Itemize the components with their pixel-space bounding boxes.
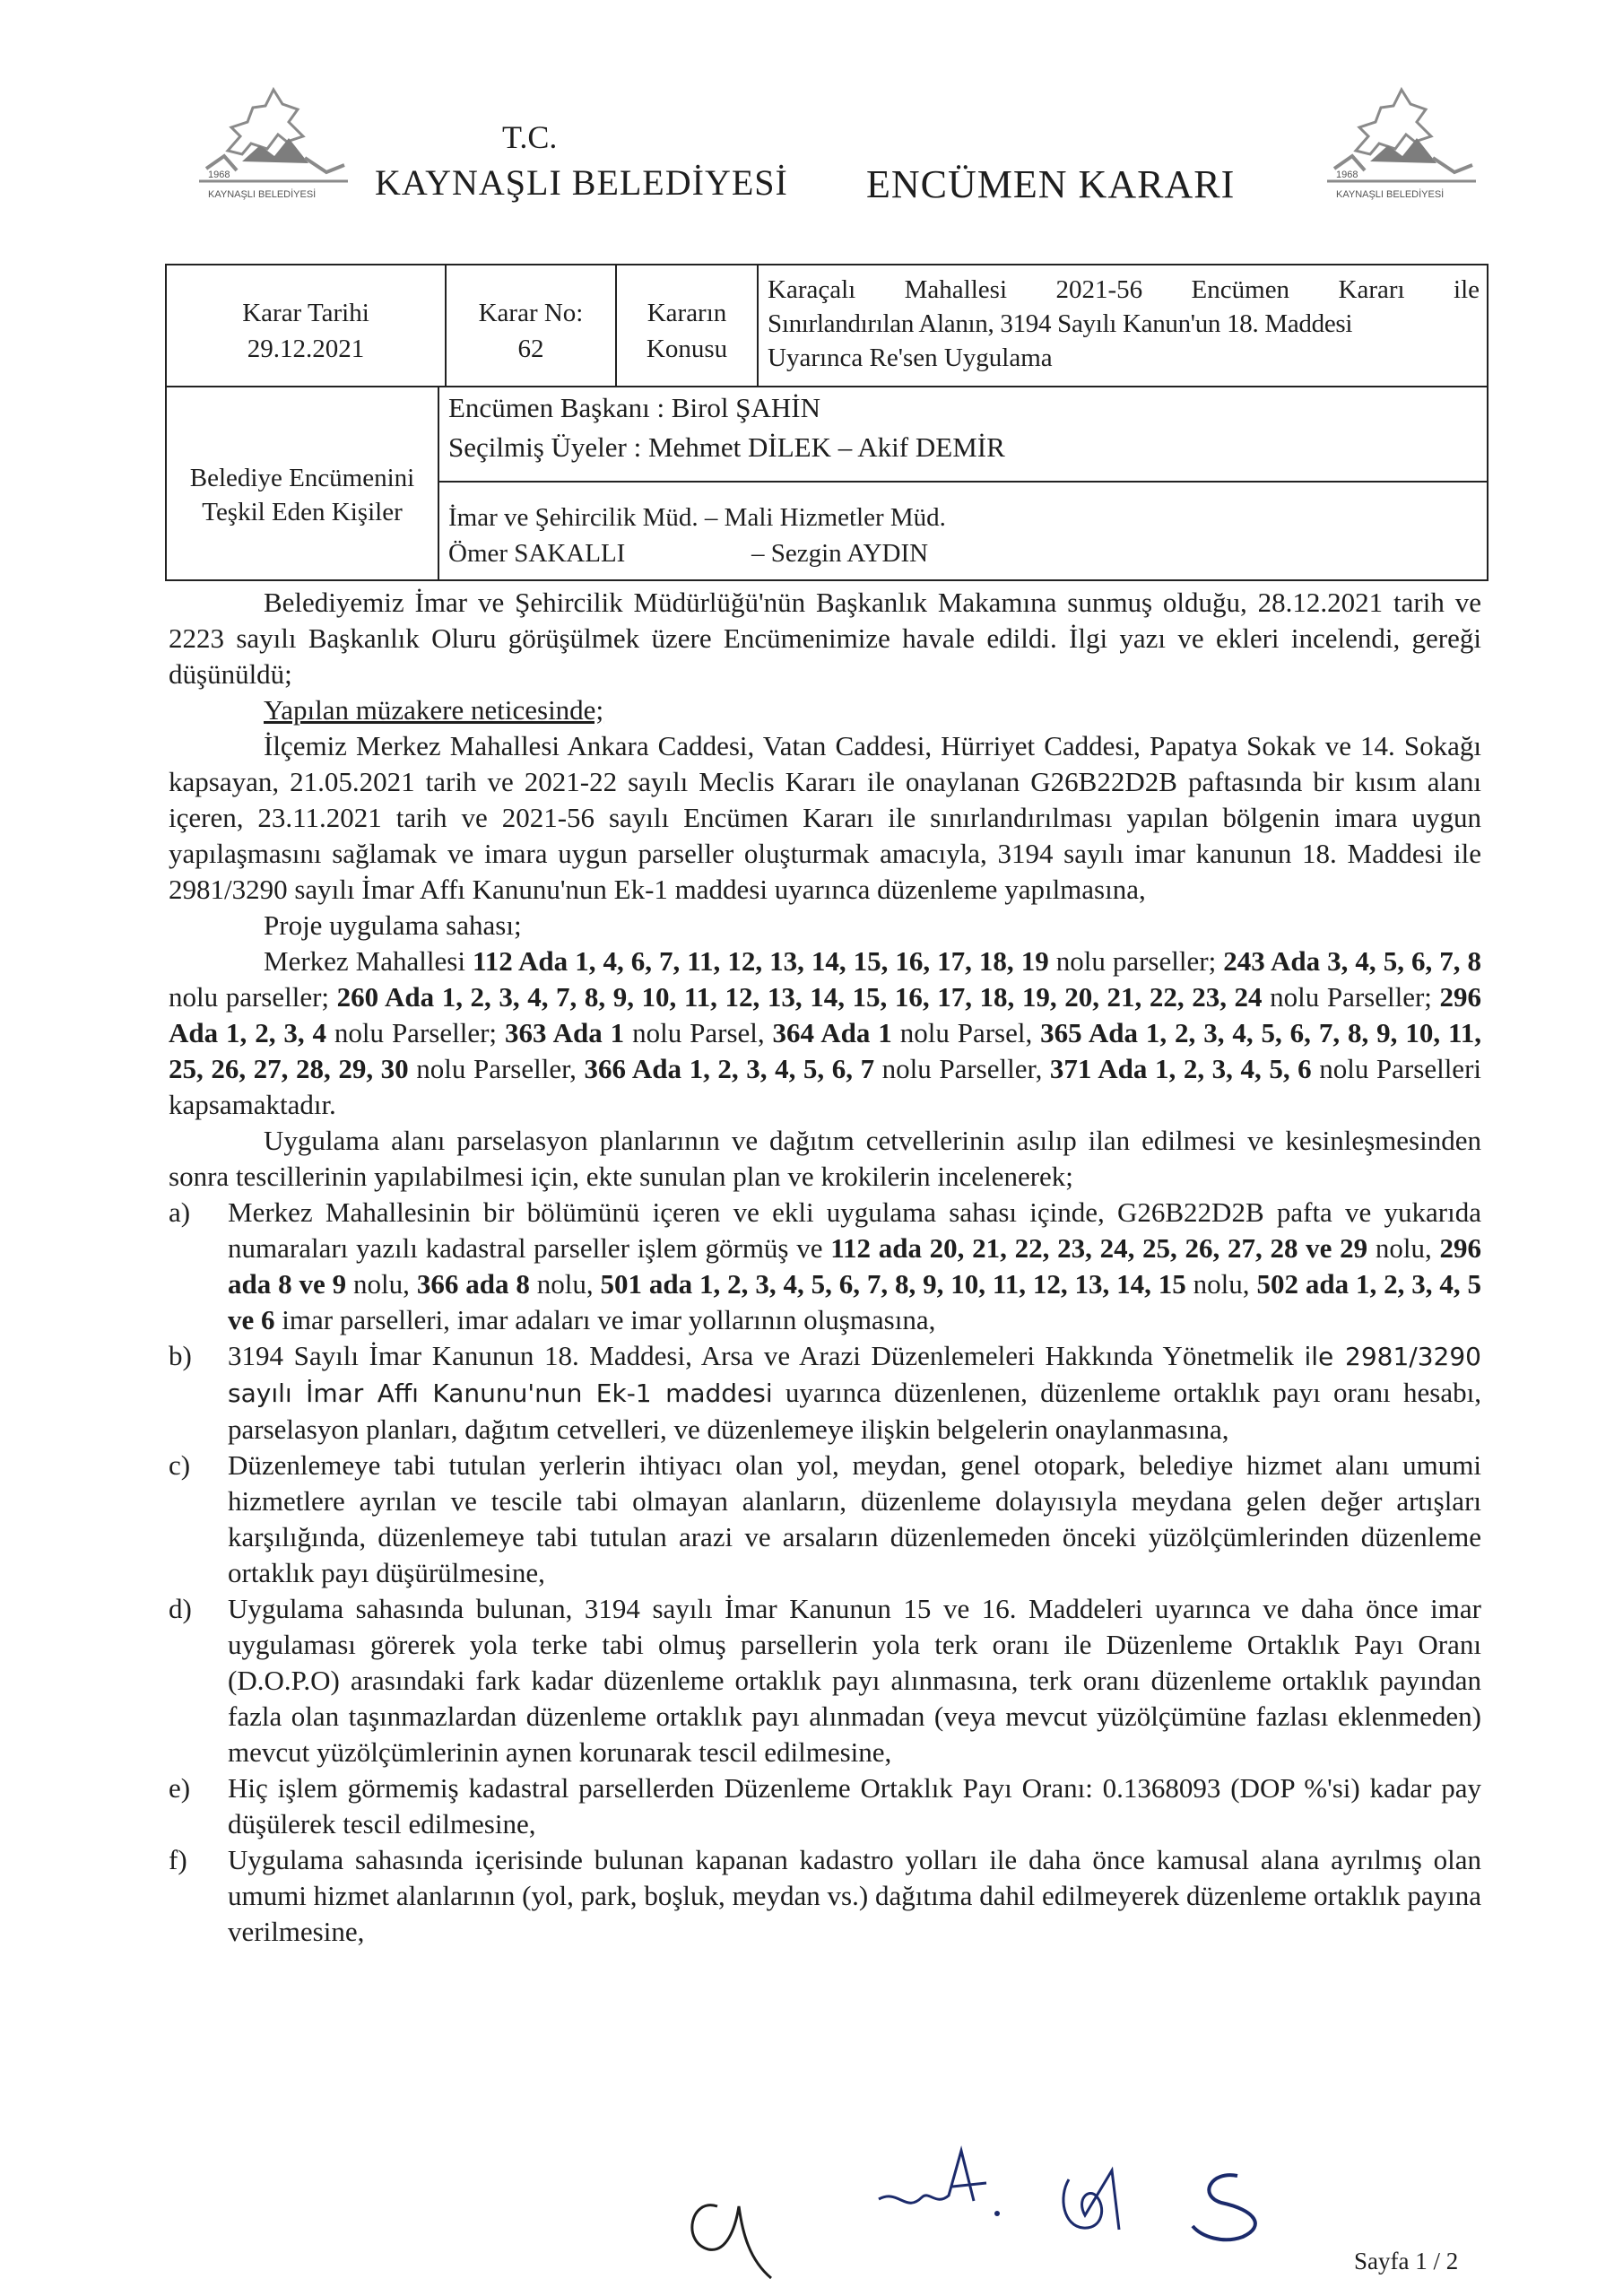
directors-line-1: İmar ve Şehircilik Müd. – Mali Hizmetler Müd. <box>448 503 946 532</box>
decision-date-value: 29.12.2021 <box>247 335 365 363</box>
scope-paragraph: İlçemiz Merkez Mahallesi Ankara Caddesi, Vatan Caddesi, Hürriyet Caddesi, Papatya Sokak ve 14. Sokağı kapsayan, 21.05.2021 tarih ve 2021-22 sayılı Meclis Kararı ile onaylanan G26B22D2B paftasında bir kısım alanı içeren, 23.11.2021 tarih ve 2021-56 sayılı Encümen Kararı ile sınırlandırılması yapılan bölgenin imara uygun yapılaşmasını sağlamak ve imara uygun parseller oluşturmak amacıyla, 3194 sayılı imar kanunun 18. Maddesi ile 2981/3290 sayılı İmar Affı Kanunu'nun Ek-1 maddesi uyarınca düzenleme yapılmasına, <box>169 730 1481 905</box>
chair-line: Encümen Başkanı : Birol ŞAHİN <box>448 392 821 423</box>
deliberation-heading: Yapılan müzakere neticesinde; <box>264 694 604 726</box>
header-tc: T.C. <box>502 119 558 155</box>
directors-line-2a: Ömer SAKALLI <box>448 539 626 568</box>
signature-1 <box>692 2205 771 2278</box>
logo-year: 1968 <box>208 170 230 180</box>
list-item-a: a) Merkez Mahallesinin bir bölümünü içeren ve ekli uygulama sahası içinde, G26B22D2B pafta ve yukarıda numaraları yazılı kadastral parseller işlem görmüş ve 112 ada 20, 21, 22, 23, 24, 25, 26, 27, 28 ve 29 nolu, 296 ada 8 ve 9 nolu, 366 ada 8 nolu, 501 ada 1, 2, 3, 4, 5, 6, 7, 8, 9, 10, 11, 12, 13, 14, 15 nolu, 502 ada 1, 2, 3, 4, 5 ve 6 imar parselleri, imar adaları ve imar yollarının oluşmasına, <box>169 1196 1482 1335</box>
decision-body <box>169 585 1481 1950</box>
intro-paragraph: Belediyemiz İmar ve Şehircilik Müdürlüğü'nün Başkanlık Makamına sunmuş olduğu, 28.12.2021 tarih ve 2223 sayılı Başkanlık Oluru görüşülmek üzere Encümenimize havale edildi. İlgi yazı ve ekleri incelendi, gereği düşünüldü; <box>169 587 1481 690</box>
logo-caption: KAYNAŞLI BELEDİYESİ <box>208 189 317 200</box>
signature-2 <box>879 2151 986 2203</box>
decision-no-label: Karar No: <box>478 299 584 327</box>
decision-subject-label-1: Kararın <box>647 299 727 327</box>
decision-date-label: Karar Tarihi <box>242 299 369 327</box>
list-item-e: e) Hiç işlem görmemiş kadastral parsellerden Düzenleme Ortaklık Payı Oranı: 0.1368093 (DOP %'si) kadar pay düşülerek tescil edilmesine, <box>169 1772 1481 1839</box>
signature-4 <box>1193 2175 1255 2239</box>
list-item-d: d) Uygulama sahasında bulunan, 3194 sayılı İmar Kanunun 15 ve 16. Maddeleri uyarınca ve daha önce imar uygulaması görerek yola terke tabi olmuş parsellerin yola terk oranı ile Düzenleme Ortaklık Payı Oranı (D.O.P.O) arasındaki fark kadar düzenleme ortaklık payı alınmasına, terk oranı düzenleme ortaklık payından fazla olan taşınmazlardan düzenleme ortaklık payı alınmadan (veya mevcut yüzölçümüne fazlası eklenmeden) mevcut yüzölçümlerinin aynen korunarak tescil edilmesine, <box>169 1593 1481 1768</box>
page-number: Sayfa 1 / 2 <box>1354 2248 1459 2274</box>
header-doc-type: ENCÜMEN KARARI <box>866 162 1236 206</box>
municipality-logo-left <box>188 83 359 208</box>
directors-line-2b: – Sezgin AYDIN <box>751 539 929 568</box>
logo-year: 1968 <box>1336 170 1358 180</box>
signature-3 <box>1063 2170 1119 2230</box>
header-municipality: KAYNAŞLI BELEDİYESİ <box>375 162 788 203</box>
parcel-list-paragraph: Merkez Mahallesi 112 Ada 1, 4, 6, 7, 11, 12, 13, 14, 15, 16, 17, 18, 19 nolu parseller; 243 Ada 3, 4, 5, 6, 7, 8 nolu parseller; 260 Ada 1, 2, 3, 4, 7, 8, 9, 10, 11, 12, 13, 14, 15, 16, 17, 18, 19, 20, 21, 22, 23, 24 nolu Parseller; 296 Ada 1, 2, 3, 4 nolu Parseller; 363 Ada 1 nolu Parsel, 364 Ada 1 nolu Parsel, 365 Ada 1, 2, 3, 4, 5, 6, 7, 8, 9, 10, 11, 25, 26, 27, 28, 29, 30 nolu Parseller, 366 Ada 1, 2, 3, 4, 5, 6, 7 nolu Parseller, 371 Ada 1, 2, 3, 4, 5, 6 nolu Parselleri kapsamaktadır. <box>169 945 1482 1120</box>
signatures <box>664 2144 1471 2296</box>
signature-dot <box>994 2211 1000 2216</box>
list-item-f: f) Uygulama sahasında içerisinde bulunan kapanan kadastro yolları ile daha önce kamusal alana ayrılmış olan umumi hizmet alanlarının (yol, park, boşluk, meydan vs.) dağıtıma dahil edilmeyerek düzenleme ortaklık payına verilmesine, <box>169 1844 1481 1947</box>
decision-no-value: 62 <box>517 335 544 363</box>
municipality-logo-right <box>1316 83 1487 208</box>
decision-subject-line-2: Sınırlandırılan Alanın, 3194 Sayılı Kanun'un 18. Maddesi <box>768 309 1353 338</box>
elected-line: Seçilmiş Üyeler : Mehmet DİLEK – Akif DEMİR <box>448 431 1005 463</box>
list-item-c: c) Düzenlemeye tabi tutulan yerlerin ihtiyacı olan yol, meydan, genel otopark, belediye hizmet alanı umumi hizmetlere ayrılan ve tescile tabi olmayan alanların, düzenleme dolayısıyla meydana gelen değer artışları karşılığında, düzenlemeye tabi tutulan arazi ve arsaların düzenlemeden önceki yüzölçümlerinden düzenleme ortaklık payı düşürülmesine, <box>169 1449 1481 1588</box>
members-label-2: Teşkil Eden Kişiler <box>202 498 403 526</box>
decision-subject-line-1: Karaçalı Mahallesi 2021-56 Encümen Kararı ile <box>768 275 1480 304</box>
area-label: Proje uygulama sahası; <box>264 909 522 941</box>
procedure-paragraph: Uygulama alanı parselasyon planlarının ve dağıtım cetvellerinin asılıp ilan edilmesi ve kesinleşmesinden sonra tescillerinin yapılabilmesi için, ekte sunulan plan ve krokilerin incelenerek; <box>169 1125 1481 1192</box>
members-label-1: Belediye Encümenini <box>189 464 415 492</box>
list-item-b: b) 3194 Sayılı İmar Kanunun 18. Maddesi, Arsa ve Arazi Düzenlemeleri Hakkında Yönetmelik ile 2981/3290 sayılı İmar Affı Kanunu'nun Ek-1 maddesi uyarınca düzenlenen, düzenleme ortaklık payı oranı hesabı, parselasyon planları, dağıtım cetvelleri, ve düzenlemeye ilişkin belgelerin onaylanmasına, <box>169 1340 1481 1445</box>
decision-subject-label-2: Konusu <box>646 335 728 363</box>
decision-subject-line-3: Uyarınca Re'sen Uygulama <box>768 344 1053 372</box>
logo-caption: KAYNAŞLI BELEDİYESİ <box>1336 189 1445 200</box>
